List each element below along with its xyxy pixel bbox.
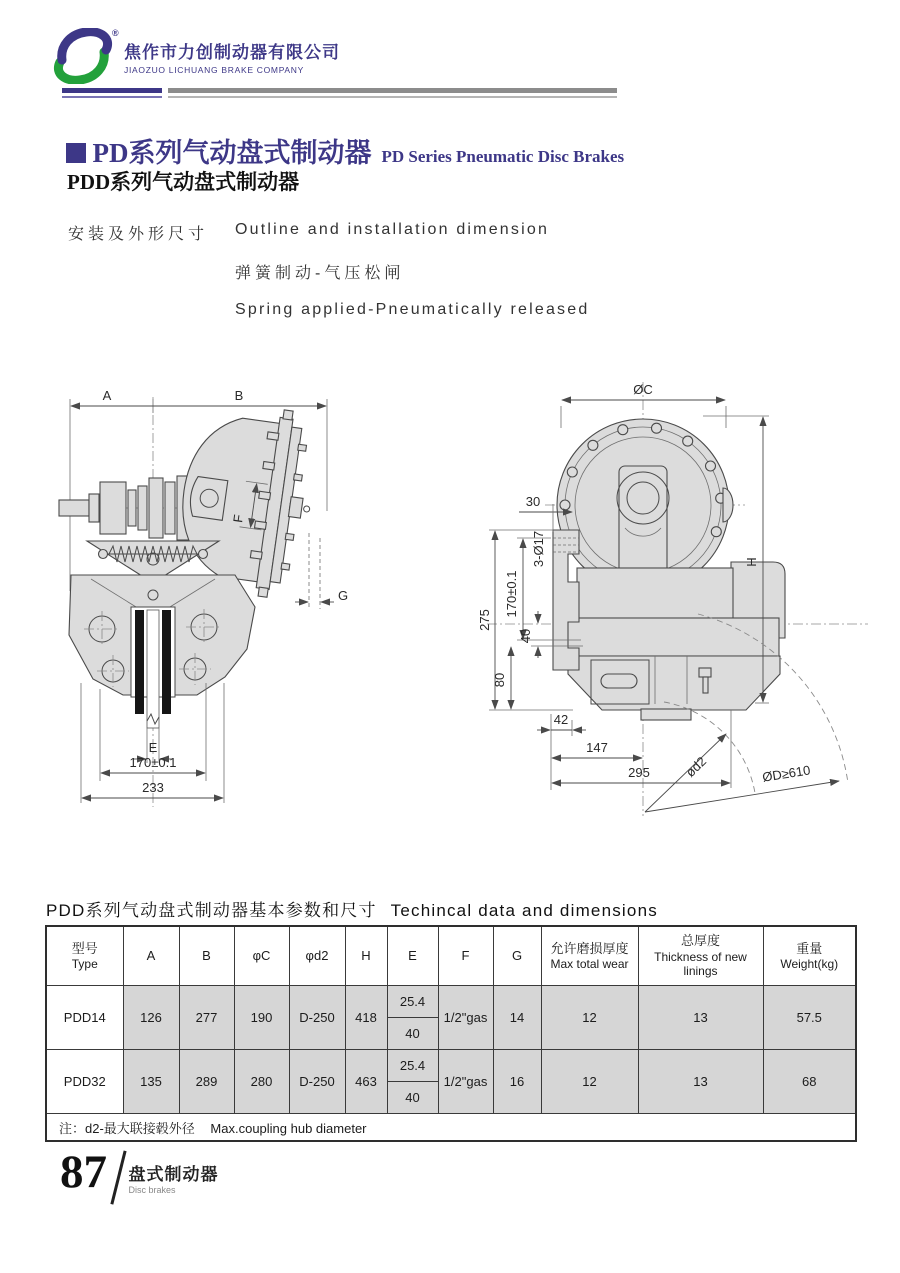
header-rule-gray	[168, 88, 617, 93]
dim-label-40: 40	[518, 628, 533, 644]
page-title	[66, 131, 624, 170]
col-header-a: A	[123, 926, 179, 986]
col-header-lining: 总厚度 Thickness of new linings	[638, 926, 763, 986]
cell-lining: 13	[638, 1050, 763, 1114]
header-rule-purple-thin	[62, 96, 162, 98]
cell-f: 1/2"gas	[438, 1050, 493, 1114]
company-logo	[52, 28, 114, 84]
company-name-cn: 焦作市力创制动器有限公司	[124, 43, 340, 62]
cell-d2: D-250	[289, 986, 345, 1050]
table-note-row	[46, 1114, 856, 1142]
dim-label-42: 42	[553, 712, 569, 727]
dim-label-oc: ØC	[633, 382, 653, 397]
cell-g: 16	[493, 1050, 541, 1114]
dim-label-170r: 170±0.1	[504, 570, 519, 618]
cell-type: PDD14	[46, 986, 123, 1050]
left-drawing-side-view	[57, 383, 352, 811]
cell-a: 126	[123, 986, 179, 1050]
footer-slash-divider	[110, 1151, 126, 1205]
dim-label-h: H	[744, 557, 759, 567]
dim-label-295: 295	[628, 765, 650, 780]
col-header-h: H	[345, 926, 387, 986]
page-title-en: PD Series Pneumatic Disc Brakes	[381, 147, 625, 166]
header-rule-purple	[62, 88, 162, 93]
dim-label-80: 80	[492, 672, 507, 688]
table-title-cn: PDD系列气动盘式制动器基本参数和尺寸	[46, 901, 377, 920]
company-name-block	[124, 38, 340, 75]
dim-label-a: A	[102, 388, 112, 403]
col-header-max-wear: 允许磨损厚度 Max total wear	[541, 926, 638, 986]
page-number: 87	[60, 1146, 107, 1198]
intro-line2-cn: 弹簧制动-气压松闸	[235, 265, 405, 282]
cell-e-top: 25.4	[387, 1050, 438, 1082]
cell-weight: 57.5	[763, 986, 856, 1050]
header-rule-gray-thin	[168, 96, 617, 98]
page-title-cn: PD系列气动盘式制动器	[92, 138, 372, 168]
cell-b: 277	[179, 986, 234, 1050]
cell-lining: 13	[638, 986, 763, 1050]
dim-label-e: E	[148, 740, 158, 755]
cell-g: 14	[493, 986, 541, 1050]
table-title-en: Techincal data and dimensions	[390, 901, 658, 920]
cell-h: 463	[345, 1050, 387, 1114]
col-header-type: 型号 Type	[46, 926, 123, 986]
col-header-b: B	[179, 926, 234, 986]
cell-max-wear: 12	[541, 1050, 638, 1114]
footer-section	[129, 1160, 219, 1195]
col-header-f: F	[438, 926, 493, 986]
footer-section-en: Disc brakes	[128, 1185, 176, 1195]
right-drawing-front-view	[473, 378, 878, 818]
cell-c: 280	[234, 1050, 289, 1114]
dim-label-233: 233	[142, 780, 164, 795]
dim-label-od2: ød2	[682, 753, 710, 780]
dim-label-g: G	[338, 588, 349, 603]
intro-label-en: Outline and installation dimension	[235, 221, 550, 238]
col-header-c: φC	[234, 926, 289, 986]
dim-label-147: 147	[586, 740, 608, 755]
col-header-g: G	[493, 926, 541, 986]
table-header-row	[46, 926, 856, 986]
pneumatic-chamber	[171, 398, 323, 602]
col-header-weight: 重量 Weight(kg)	[763, 926, 856, 986]
cell-h: 418	[345, 986, 387, 1050]
dim-label-b: B	[234, 388, 244, 403]
dim-label-275: 275	[477, 609, 492, 631]
cell-c: 190	[234, 986, 289, 1050]
intro-label-cn: 安装及外形尺寸	[68, 226, 209, 243]
table-row-pdd32	[46, 1050, 856, 1082]
title-bullet-square	[66, 143, 86, 163]
col-header-e: E	[387, 926, 438, 986]
cell-b: 289	[179, 1050, 234, 1114]
dim-label-30: 30	[525, 494, 541, 509]
company-name-en: JIAOZUO LICHUANG BRAKE COMPANY	[124, 65, 305, 75]
table-title	[46, 896, 658, 921]
cell-d2: D-250	[289, 1050, 345, 1114]
intro-line2-en: Spring applied-Pneumatically released	[235, 301, 590, 318]
dim-label-od: ØD≥610	[761, 762, 812, 785]
cell-e-bottom: 40	[387, 1018, 438, 1050]
page-footer	[60, 1146, 219, 1205]
cell-e-bottom: 40	[387, 1082, 438, 1114]
dim-label-3xo17: 3-Ø17	[531, 530, 546, 568]
footer-section-cn: 盘式制动器	[128, 1165, 219, 1184]
spec-table	[45, 925, 857, 1142]
table-row-pdd14	[46, 986, 856, 1018]
registered-trademark: ®	[112, 28, 119, 38]
cell-a: 135	[123, 1050, 179, 1114]
table-note-cn: 注：d2-最大联接毂外径	[59, 1120, 195, 1136]
dim-label-f: F	[230, 513, 247, 524]
col-header-d2: φd2	[289, 926, 345, 986]
cell-e-top: 25.4	[387, 986, 438, 1018]
cell-type: PDD32	[46, 1050, 123, 1114]
cell-max-wear: 12	[541, 986, 638, 1050]
table-note-en: Max.coupling hub diameter	[210, 1120, 367, 1136]
cell-weight: 68	[763, 1050, 856, 1114]
cell-f: 1/2"gas	[438, 986, 493, 1050]
page-subtitle: PDD系列气动盘式制动器	[67, 170, 300, 194]
dim-label-170: 170±0.1	[129, 755, 177, 770]
